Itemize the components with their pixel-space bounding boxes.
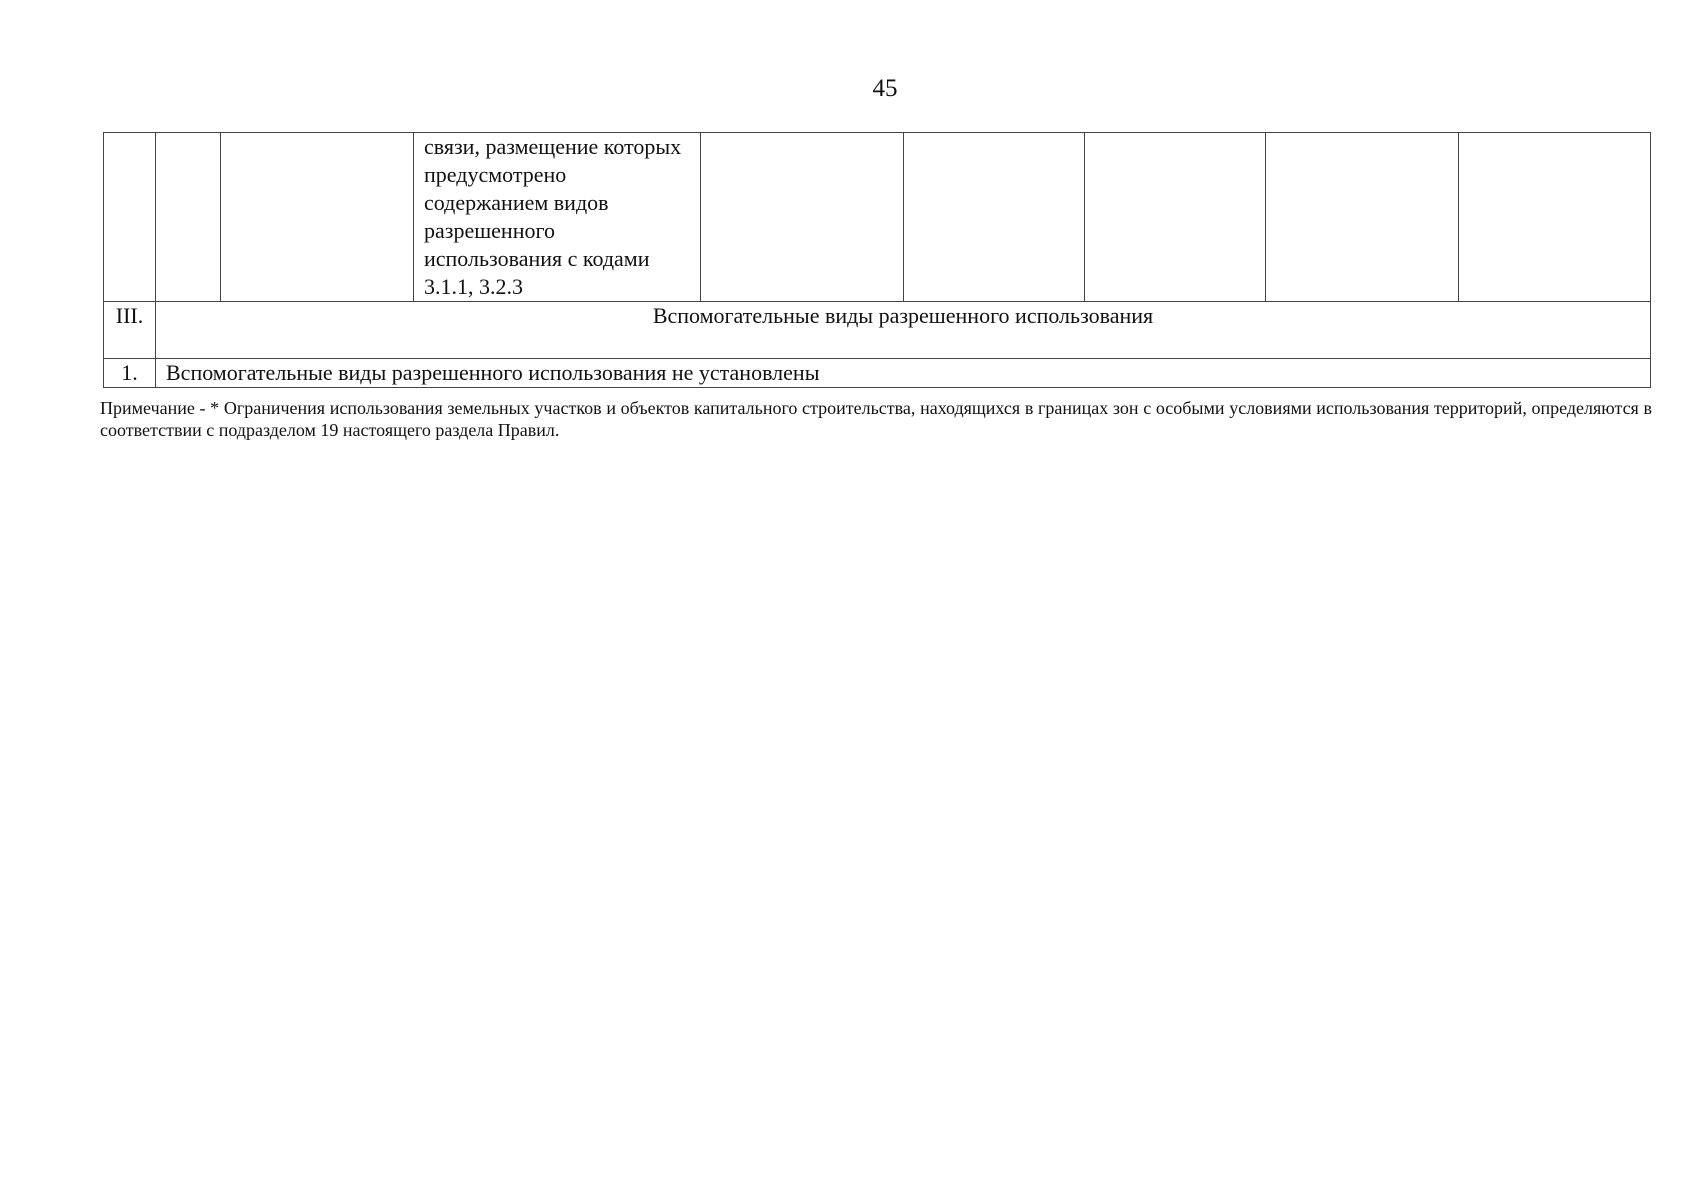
section-title: Вспомогательные виды разрешенного использования (156, 302, 1651, 359)
table-row-section (104, 302, 1651, 359)
table-cell (221, 133, 414, 302)
footnote: Примечание - * Ограничения использования земельных участков и объектов капитального строительства, находящихся в границах зон с особыми условиями использования территорий, определяются в соответствии с подразделом 19 настоящего раздела Правил. (100, 398, 1652, 440)
table-row (104, 133, 1651, 302)
item-number: 1. (104, 359, 156, 388)
page-number: 45 (872, 75, 898, 102)
table-cell (701, 133, 904, 302)
table-cell (1266, 133, 1459, 302)
table-cell (156, 133, 221, 302)
item-text: Вспомогательные виды разрешенного использования не установлены (156, 359, 1651, 388)
table-cell-use-description: связи, размещение которых предусмотрено содержанием видов разрешенного использования с кодами 3.1.1, 3.2.3 (414, 133, 701, 302)
table-row-item (104, 359, 1651, 388)
table-cell (1459, 133, 1651, 302)
section-number: III. (104, 302, 156, 359)
table-cell (1085, 133, 1266, 302)
table-cell (104, 133, 156, 302)
table-cell (904, 133, 1085, 302)
permitted-use-table (103, 132, 1651, 388)
